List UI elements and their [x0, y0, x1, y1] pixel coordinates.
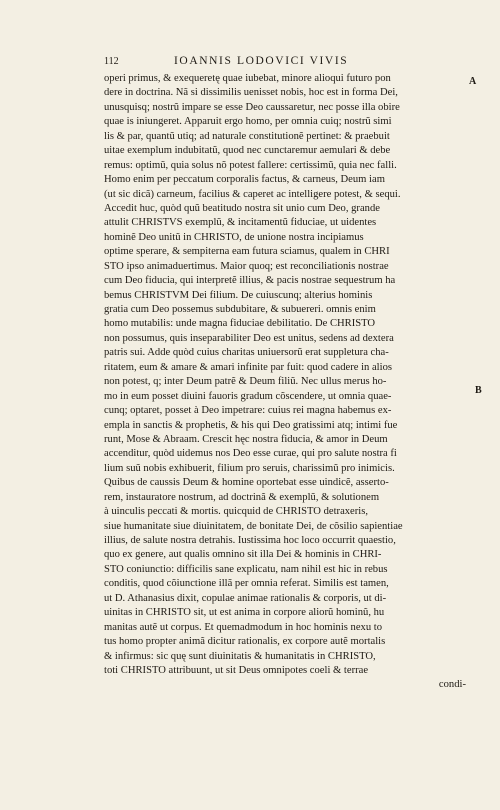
text-line: Accedit huc, quòd quũ beatitudo nostra sit unio cum Deo, grande [104, 202, 380, 214]
running-head: IOANNIS LODOVICI VIVIS [174, 55, 349, 67]
text-line: empla in sanctis & prophetis, & his qui Deo gratissimi atq; intimi fue [104, 419, 398, 431]
text-line: runt, Mose & Abraam. Crescit hęc nostra fiducia, & amor in Deum [104, 433, 388, 445]
text-line: cum Deo fiducia, qui interpretẽ illius, & pacis nostrae sequestrum ha [104, 275, 396, 287]
text-line: tus homo propter animã dicitur rationalis, ex corpore autẽ mortalis [104, 636, 386, 648]
text-line: dere in doctrina. Nã si dissimilis uenisset nobis, hoc est in forma Dei, [104, 87, 398, 99]
text-line: quae is iniungeret. Apparuit ergo homo, per omnia cuiq; nostrũ simi [104, 116, 392, 128]
text-line: optime sperare, & sempiterna eam futura sciamus, qualem in CHRI [104, 246, 390, 258]
text-line: ut D. Athanasius dixit, copulae animae rationalis & corporis, ut di- [104, 592, 387, 604]
text-line: gratia cum Deo possemus subdubitare, & subuereri. omnis enim [104, 304, 376, 315]
text-line: hominẽ Deo unitũ in CHRISTO, de unione nostra incipiamus [104, 231, 364, 243]
text-line: (ut sic dicã) carneum, facilius & caperet ac intelligere potest, & sequi. [104, 188, 401, 200]
text-line: cunq; optaret, posset à Deo impetrare: cuius rei magna habemus ex- [104, 405, 392, 417]
margin-letter-b: B [475, 385, 482, 396]
text-line: homo mutabilis: unde magna fiduciae debilitatio. De CHRISTO [104, 318, 376, 330]
text-line: Homo enim per peccatum corporalis factus, & carneus, Deum iam [104, 174, 385, 186]
text-line: STO coniunctio: difficilis sane explicatu, nam nihil est hic in rebus [104, 563, 388, 575]
text-line: attulit CHRISTVS exemplũ, & incitamentũ fiduciae, ut uidentes [104, 217, 377, 229]
text-line: uitae exemplum indubitatũ, quod nec cunctaremur aemulari & debe [104, 145, 391, 157]
text-line: quo ex genere, aut qualis omnino sit illa Dei & hominis in CHRI- [104, 549, 382, 561]
text-line: illius, de salute nostra detrahis. Iustissima hoc loco occurrit quaestio, [104, 535, 396, 546]
page-header [104, 56, 484, 70]
text-line: siue humanitate siue diuinitatem, de bonitate Dei, de cõsilio sapientiae [104, 520, 403, 532]
text-line: ritatem, eum & amare & amari infinite par fuit: quod cadere in alios [104, 361, 392, 373]
text-line: non potest, q; inter Deum patrẽ & Deum filiũ. Nec ullus merus ho- [104, 376, 387, 388]
text-line: manitas autẽ ut corpus. Et quemadmodum in hoc hominis nexu to [104, 621, 383, 633]
text-line: à uinculis peccati & mortis. quicquid de CHRISTO detraxeris, [104, 506, 369, 518]
margin-letter-a: A [469, 76, 477, 87]
text-line: operi primus, & exequeretę quae iubebat, minore alioqui futuro pon [104, 73, 391, 84]
text-line: toti CHRISTO attribuunt, ut sit Deus omnipotes coeli & terrae [104, 664, 369, 676]
text-line: bemus CHRISTVM Dei filium. De cuiuscunq; alterius hominis [104, 289, 373, 301]
text-line: conditis, quod cõiunctione illã per omnia referat. Similis est tamen, [104, 578, 389, 590]
body-text [104, 72, 466, 693]
text-line: condi- [438, 679, 466, 691]
text-line: accenditur, quòd uidemus nos Deo esse curae, qui pro salute nostra fi [104, 448, 397, 460]
text-line: patris sui. Adde quòd cuius charitas uniuersorũ erat suppletura cha- [104, 347, 389, 359]
text-line: lis & par, quantũ utiq; ad naturale constitutionẽ pertinet: & praebuit [104, 130, 390, 142]
text-line: uinitas in CHRISTO sit, ut est anima in corpore aliorũ hominũ, hu [104, 607, 385, 619]
text-line: lium suũ nobis exhibuerit, filium pro seruis, charissimũ pro inimicis. [104, 462, 395, 474]
text-line: STO ipso animaduertimus. Maior quoq; est reconciliationis nostrae [104, 260, 389, 272]
text-line: non possumus, quis inseparabiliter Deo est unitus, sedens ad dextera [104, 332, 394, 344]
text-line: remus: optimũ, quia solus nõ potest fallere: certissimũ, quia nec falli. [104, 159, 397, 171]
text-line: & infirmus: sic quę sunt diuinitatis & humanitatis in CHRISTO, [104, 650, 376, 662]
text-line: Quibus de caussis Deum & homine oportebat esse uindicẽ, asserto- [104, 477, 389, 489]
text-line: mo in eum posset diuini fauoris gradum cõscendere, ut omnia quae- [104, 390, 392, 402]
text-line: rem, instauratore nostrum, ad doctrinã & exemplũ, & solutionem [104, 491, 380, 503]
page-number: 112 [104, 56, 119, 67]
text-line: unusquisq; nostrũ impare se esse Deo caussaretur, nec posse illa obire [104, 101, 400, 113]
